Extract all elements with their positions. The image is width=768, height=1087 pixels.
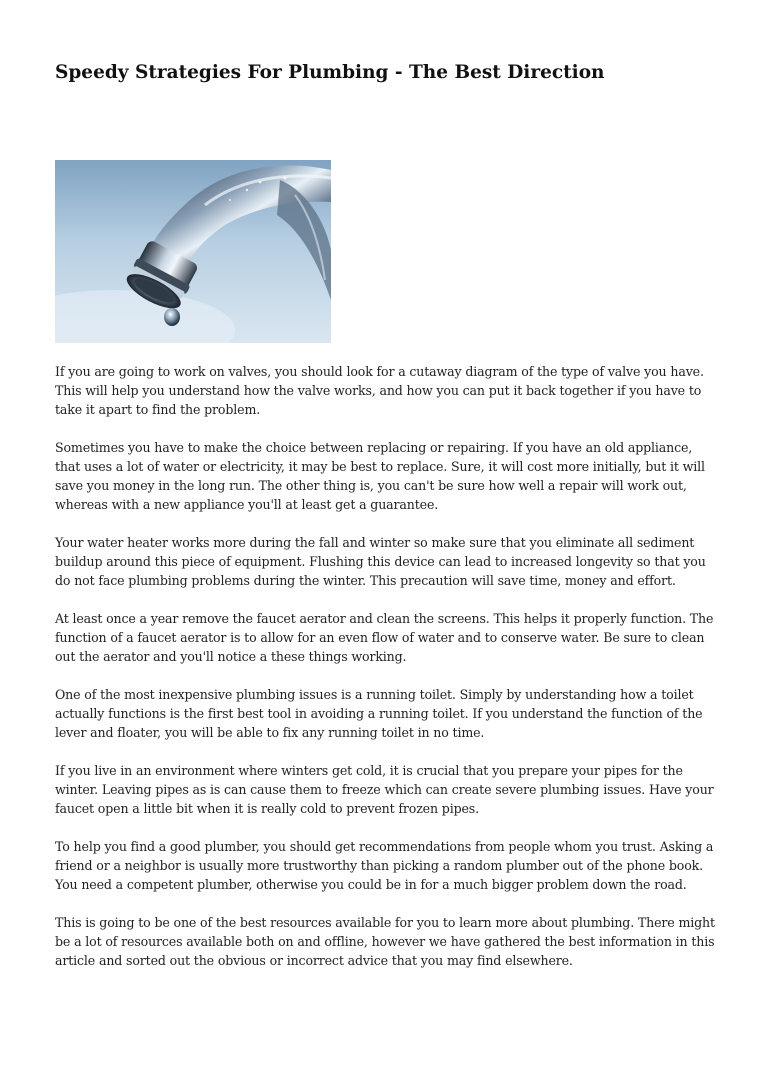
paragraph: One of the most inexpensive plumbing issues is a running toilet. Simply by understanding how a toilet actually functions is the first best tool in avoiding a running toilet. If you understand the function of the lever and floater, you will be able to fix any running toilet in no time. [55,687,703,740]
page-title: Speedy Strategies For Plumbing - The Best Direction [55,62,605,83]
paragraph: If you are going to work on valves, you should look for a cutaway diagram of the type of valve you have. This will help you understand how the valve works, and how you can put it back together if you have to take it apart to find the problem. [55,364,704,417]
paragraph: Sometimes you have to make the choice between replacing or repairing. If you have an old appliance, that uses a lot of water or electricity, it may be best to replace. Sure, it will cost more initially, but it will save you money in the long run. The other thing is, you can't be sure how well a repair will work out, whereas with a new appliance you'll at least get a guarantee. [55,440,705,512]
faucet-photo [55,160,331,343]
paragraph: This is going to be one of the best resources available for you to learn more about plumbing. There might be a lot of resources available both on and offline, however we have gathered the best information in this article and sorted out the obvious or incorrect advice that you may find elsewhere. [55,915,715,968]
paragraph: At least once a year remove the faucet aerator and clean the screens. This helps it properly function. The function of a faucet aerator is to allow for an even flow of water and to conserve water. Be sure to clean out the aerator and you'll notice a these things working. [55,611,714,664]
paragraph: If you live in an environment where winters get cold, it is crucial that you prepare your pipes for the winter. Leaving pipes as is can cause them to freeze which can create severe plumbing issues. Have your faucet open a little bit when it is really cold to prevent frozen pipes. [55,763,714,816]
article-body [55,362,715,970]
paragraph: To help you find a good plumber, you should get recommendations from people whom you trust. Asking a friend or a neighbor is usually more trustworthy than picking a random plumber out of the phone book. You need a competent plumber, otherwise you could be in for a much bigger problem down the road. [55,839,714,892]
paragraph: Your water heater works more during the fall and winter so make sure that you eliminate all sediment buildup around this piece of equipment. Flushing this device can lead to increased longevity so that you do not face plumbing problems during the winter. This precaution will save time, money and effort. [55,535,706,588]
